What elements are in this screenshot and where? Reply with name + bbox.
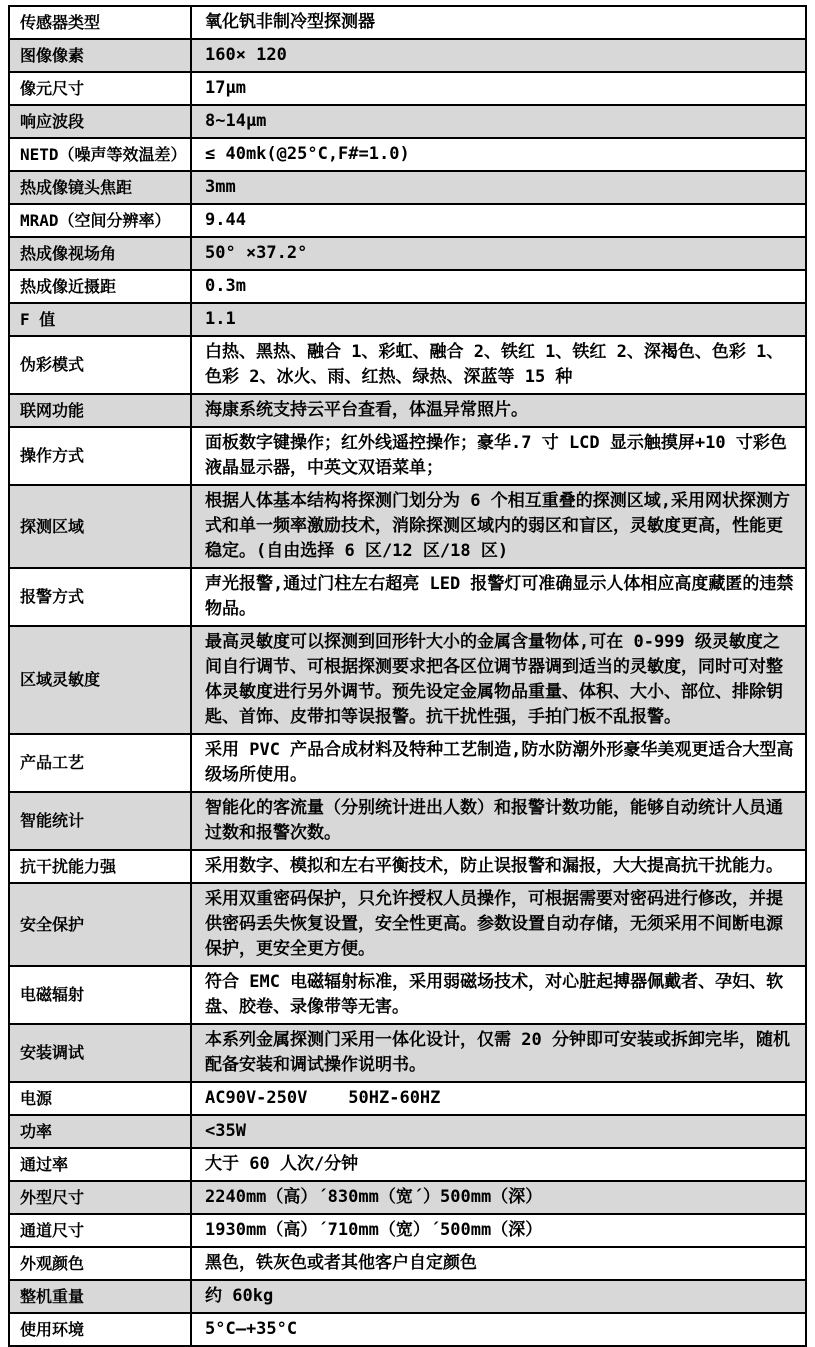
spec-value-cell: 本系列金属探测门采用一体化设计，仅需 20 分钟即可安装或拆卸完毕，随机配备安装和调试操作说明书。 <box>191 1024 806 1082</box>
table-row <box>9 394 806 427</box>
spec-value-cell: AC90V-250V 50HZ-60HZ <box>191 1082 806 1115</box>
table-row <box>9 1148 806 1181</box>
spec-value-cell: 氧化钒非制冷型探测器 <box>191 6 806 39</box>
table-row <box>9 427 806 485</box>
spec-label-cell: 操作方式 <box>9 427 191 485</box>
table-row <box>9 792 806 850</box>
table-row <box>9 850 806 883</box>
table-row <box>9 303 806 336</box>
spec-label-cell: 伪彩模式 <box>9 336 191 394</box>
spec-label-cell: 抗干扰能力强 <box>9 850 191 883</box>
spec-label-cell: 探测区域 <box>9 485 191 568</box>
spec-label-cell: 外型尺寸 <box>9 1181 191 1214</box>
spec-label-cell: 整机重量 <box>9 1280 191 1313</box>
spec-value-cell: 8~14μm <box>191 105 806 138</box>
spec-value-cell: 符合 EMC 电磁辐射标准，采用弱磁场技术，对心脏起搏器佩戴者、孕妇、软盘、胶卷、录像带等无害。 <box>191 966 806 1024</box>
spec-label-cell: 安装调试 <box>9 1024 191 1082</box>
spec-value-cell: 声光报警,通过门柱左右超亮 LED 报警灯可准确显示人体相应高度藏匿的违禁物品。 <box>191 568 806 626</box>
table-row <box>9 105 806 138</box>
spec-value-cell: 9.44 <box>191 204 806 237</box>
table-row <box>9 1247 806 1280</box>
table-row <box>9 568 806 626</box>
table-row <box>9 1214 806 1247</box>
spec-label-cell: 传感器类型 <box>9 6 191 39</box>
spec-label-cell: 使用环境 <box>9 1313 191 1346</box>
spec-label-cell: 功率 <box>9 1115 191 1148</box>
spec-value-cell: 白热、黑热、融合 1、彩虹、融合 2、铁红 1、铁红 2、深褐色、色彩 1、色彩 2、冰火、雨、红热、绿热、深蓝等 15 种 <box>191 336 806 394</box>
spec-label-cell: 热成像镜头焦距 <box>9 171 191 204</box>
spec-label-cell: 智能统计 <box>9 792 191 850</box>
table-row <box>9 626 806 734</box>
spec-label-cell: 报警方式 <box>9 568 191 626</box>
spec-label-cell: 像元尺寸 <box>9 72 191 105</box>
spec-label-cell: 电磁辐射 <box>9 966 191 1024</box>
table-row <box>9 237 806 270</box>
spec-value-cell: 3mm <box>191 171 806 204</box>
spec-value-cell: 17μm <box>191 72 806 105</box>
spec-value-cell: 大于 60 人次/分钟 <box>191 1148 806 1181</box>
table-row <box>9 138 806 171</box>
spec-value-cell: 采用数字、模拟和左右平衡技术，防止误报警和漏报，大大提高抗干扰能力。 <box>191 850 806 883</box>
spec-label-cell: 图像像素 <box>9 39 191 72</box>
spec-label-cell: 通过率 <box>9 1148 191 1181</box>
spec-value-cell: 0.3m <box>191 270 806 303</box>
table-row <box>9 1181 806 1214</box>
spec-value-cell: 智能化的客流量（分别统计进出人数）和报警计数功能，能够自动统计人员通过数和报警次数。 <box>191 792 806 850</box>
table-row <box>9 171 806 204</box>
spec-value-cell: 采用 PVC 产品合成材料及特种工艺制造,防水防潮外形豪华美观更适合大型高级场所使用。 <box>191 734 806 792</box>
spec-label-cell: 热成像视场角 <box>9 237 191 270</box>
spec-value-cell: 160× 120 <box>191 39 806 72</box>
spec-label-cell: 区域灵敏度 <box>9 626 191 734</box>
spec-label-cell: MRAD（空间分辨率） <box>9 204 191 237</box>
spec-value-cell: 约 60kg <box>191 1280 806 1313</box>
table-row <box>9 270 806 303</box>
spec-value-cell: 采用双重密码保护，只允许授权人员操作，可根据需要对密码进行修改，并提供密码丢失恢复设置，安全性更高。参数设置自动存储，无须采用不间断电源保护，更安全更方便。 <box>191 883 806 966</box>
table-row <box>9 966 806 1024</box>
spec-value-cell: 面板数字键操作；红外线遥控操作；豪华.7 寸 LCD 显示触摸屏+10 寸彩色液晶显示器，中英文双语菜单； <box>191 427 806 485</box>
spec-value-cell: 5°C—+35°C <box>191 1313 806 1346</box>
spec-value-cell: 2240mm（高）´830mm（宽´）500mm（深） <box>191 1181 806 1214</box>
spec-label-cell: 通道尺寸 <box>9 1214 191 1247</box>
spec-label-cell: 热成像近摄距 <box>9 270 191 303</box>
table-row <box>9 1024 806 1082</box>
spec-value-cell: ≤ 40mk(@25°C,F#=1.0) <box>191 138 806 171</box>
table-row <box>9 1313 806 1346</box>
table-row <box>9 734 806 792</box>
spec-value-cell: 黑色，铁灰色或者其他客户自定颜色 <box>191 1247 806 1280</box>
spec-value-cell: <35W <box>191 1115 806 1148</box>
table-row <box>9 6 806 39</box>
table-row <box>9 485 806 568</box>
spec-value-cell: 1.1 <box>191 303 806 336</box>
spec-label-cell: 联网功能 <box>9 394 191 427</box>
table-row <box>9 883 806 966</box>
table-row <box>9 1115 806 1148</box>
spec-label-cell: NETD（噪声等效温差） <box>9 138 191 171</box>
table-row <box>9 1280 806 1313</box>
table-row <box>9 336 806 394</box>
spec-value-cell: 1930mm（高）´710mm（宽）´500mm（深） <box>191 1214 806 1247</box>
table-row <box>9 1082 806 1115</box>
spec-label-cell: 外观颜色 <box>9 1247 191 1280</box>
spec-value-cell: 50° ×37.2° <box>191 237 806 270</box>
table-row <box>9 39 806 72</box>
spec-label-cell: 安全保护 <box>9 883 191 966</box>
spec-value-cell: 根据人体基本结构将探测门划分为 6 个相互重叠的探测区域,采用网状探测方式和单一频率激励技术，消除探测区域内的弱区和盲区，灵敏度更高，性能更稳定。(自由选择 6 区/12 区/18 区) <box>191 485 806 568</box>
table-row <box>9 72 806 105</box>
spec-table <box>8 5 807 1347</box>
spec-value-cell: 海康系统支持云平台查看，体温异常照片。 <box>191 394 806 427</box>
spec-label-cell: 响应波段 <box>9 105 191 138</box>
spec-label-cell: F 值 <box>9 303 191 336</box>
spec-value-cell: 最高灵敏度可以探测到回形针大小的金属含量物体,可在 0-999 级灵敏度之间自行调节、可根据探测要求把各区位调节器调到适当的灵敏度，同时可对整体灵敏度进行另外调节。预先设定金属物品重量、体积、大小、部位、排除钥匙、首饰、皮带扣等误报警。抗干扰性强，手拍门板不乱报警。 <box>191 626 806 734</box>
spec-table-body <box>9 6 806 1346</box>
spec-label-cell: 产品工艺 <box>9 734 191 792</box>
spec-label-cell: 电源 <box>9 1082 191 1115</box>
table-row <box>9 204 806 237</box>
